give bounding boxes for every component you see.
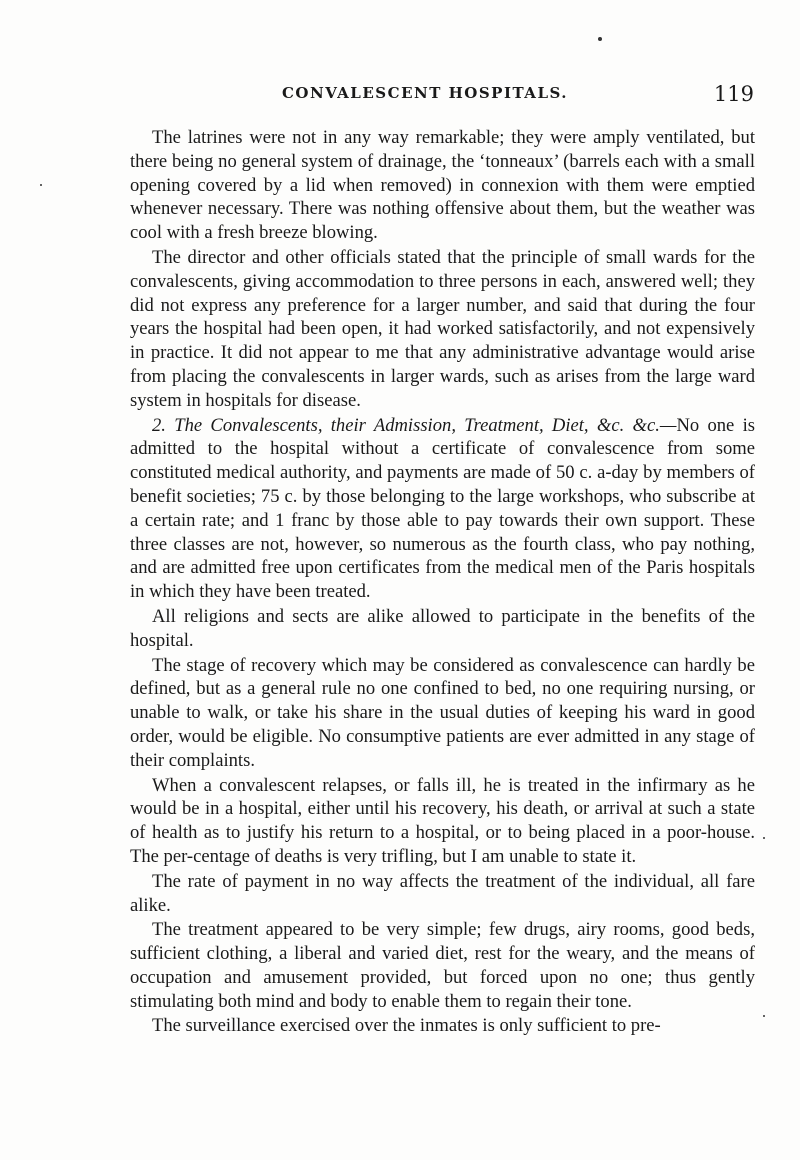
paragraph-text: The surveillance exercised over the inmates is only sufficient to pre- [152,1015,661,1037]
paragraph-text: All religions and sects are alike allowed to participate in the benefits of the hospital. [130,605,755,651]
paragraph-rate-of-payment [130,870,755,918]
ink-speck [763,837,765,839]
ink-speck [40,184,42,186]
paragraph-latrines [130,126,755,245]
body-text [130,126,755,1039]
ink-speck [598,37,602,41]
paragraph-relapses [130,774,755,869]
running-title: CONVALESCENT HOSPITALS. [281,84,569,102]
paragraph-text: When a convalescent relapses, or falls ill, he is treated in the infirmary as he would be in a hospital, either until his recovery, his death, or arrival at such a state of health as to justify his return to a hospital, or to being placed in a poor-house. The per-centage of deaths is very trifling, but I am unable to state it. [130,774,755,867]
running-head [90,84,760,108]
paragraph-stage-of-recovery [130,654,755,773]
paragraph-text: The stage of recovery which may be considered as convalescence can hardly be defined, but as a general rule no one confined to bed, no one requiring nursing, or unable to walk, or take his share in the usual duties of keeping his ward in good order, would be eligible. No consumptive patients are ever admitted in any stage of their complaints. [130,654,755,771]
paragraph-surveillance [130,1014,755,1038]
paragraph-text: The rate of payment in no way affects the treatment of the individual, all fare alike. [130,870,755,916]
paragraph-text: The director and other officials stated that the principle of small wards for the convalescents, giving accommodation to three persons in each, answered well; they did not express any preference for a larger number, and said that during the four years the hospital had been open, it had worked satisfactorily, and not expensively in practice. It did not appear to me that any administrative advantage would arise from placing the convalescents in larger wards, such as arises from the large ward system in hospitals for disease. [130,246,755,411]
page-number: 119 [713,82,754,106]
paragraph-text: The latrines were not in any way remarkable; they were amply ventilated, but there being no general system of drainage, the ‘tonneaux’ (barrels each with a small opening covered by a lid when removed) in connexion with them were emptied whenever necessary. There was nothing offensive about them, but the weather was cool with a fresh breeze blowing. [130,127,755,244]
paragraph-small-wards [130,246,755,413]
section-heading: 2. The Convalescents, their Admission, Treatment, Diet, &c. &c.— [152,414,677,436]
ink-speck [763,1015,765,1017]
paragraph-admission [130,414,755,604]
paragraph-religions [130,605,755,653]
paragraph-treatment [130,918,755,1013]
paragraph-text: No one is admitted to the hospital without a certificate of convalescence from some constituted medical authority, and payments are made of 50 c. a-day by members of benefit societies; 75 c. by those belonging to the large workshops, who subscribe at a certain rate; and 1 franc by those able to pay towards their own support. These three classes are not, however, so numerous as the fourth class, who pay nothing, and are admitted free upon certificates from the medical men of the Paris hospitals in which they have been treated. [130,414,755,603]
paragraph-text: The treatment appeared to be very simple; few drugs, airy rooms, good beds, sufficient clothing, a liberal and varied diet, rest for the weary, and the means of occupation and amusement provided, but forced upon no one; thus gently stimulating both mind and body to enable them to regain their tone. [130,919,755,1012]
